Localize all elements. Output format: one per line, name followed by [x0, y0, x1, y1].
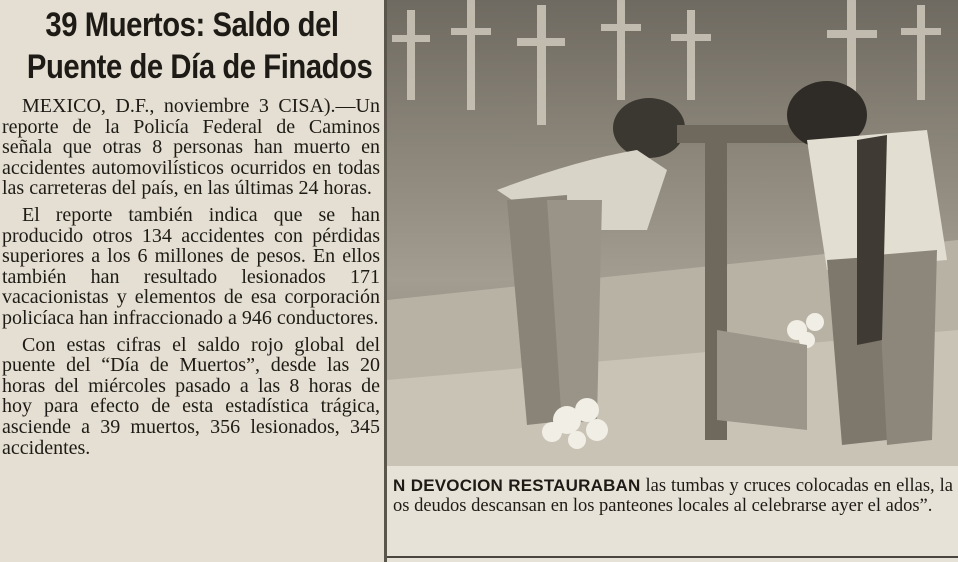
paragraph-3: Con estas cifras el saldo rojo global del puente del “Día de Muertos”, desde las 20 horas del miércoles pasado a las 8 horas de hoy para efecto de esta estadística trágica, asciende a 39 muertos, 356 lesionados, 345 accidentes. — [2, 333, 380, 459]
photo-caption — [393, 476, 953, 516]
headline-line-2: Puente de Día de Finados — [26, 48, 373, 86]
cemetery-photo — [387, 0, 958, 466]
paragraph-1: MEXICO, D.F., noviembre 3 CISA).—Un reporte de la Policía Federal de Caminos señala que otras 8 personas han muerto en accidentes automovilísticos ocurridos en todas las carreteras del país, en las últimas 24 horas. — [2, 95, 380, 200]
caption-lead: N DEVOCION RESTAURABAN — [393, 476, 641, 495]
photo-illustration — [387, 0, 958, 466]
article-body — [2, 96, 380, 464]
article-column — [0, 0, 384, 562]
paragraph-2: El reporte también indica que se han producido otros 134 accidentes con pérdidas superiores a los 6 millones de pesos. En ellos también han resultado lesionados 171 vacacionistas y elementos de esa corporación policíaca han infraccionado a 946 conductores. — [2, 203, 380, 329]
bottom-rule — [387, 556, 958, 558]
caption-text: las tumbas y cruces colocadas en ellas, la os deudos descansan en los panteones locales al celebrarse ayer el ados”. — [393, 476, 953, 516]
photo-column — [387, 0, 958, 562]
headline-line-1: 39 Muertos: Saldo del — [45, 6, 339, 44]
headline — [26, 4, 373, 88]
